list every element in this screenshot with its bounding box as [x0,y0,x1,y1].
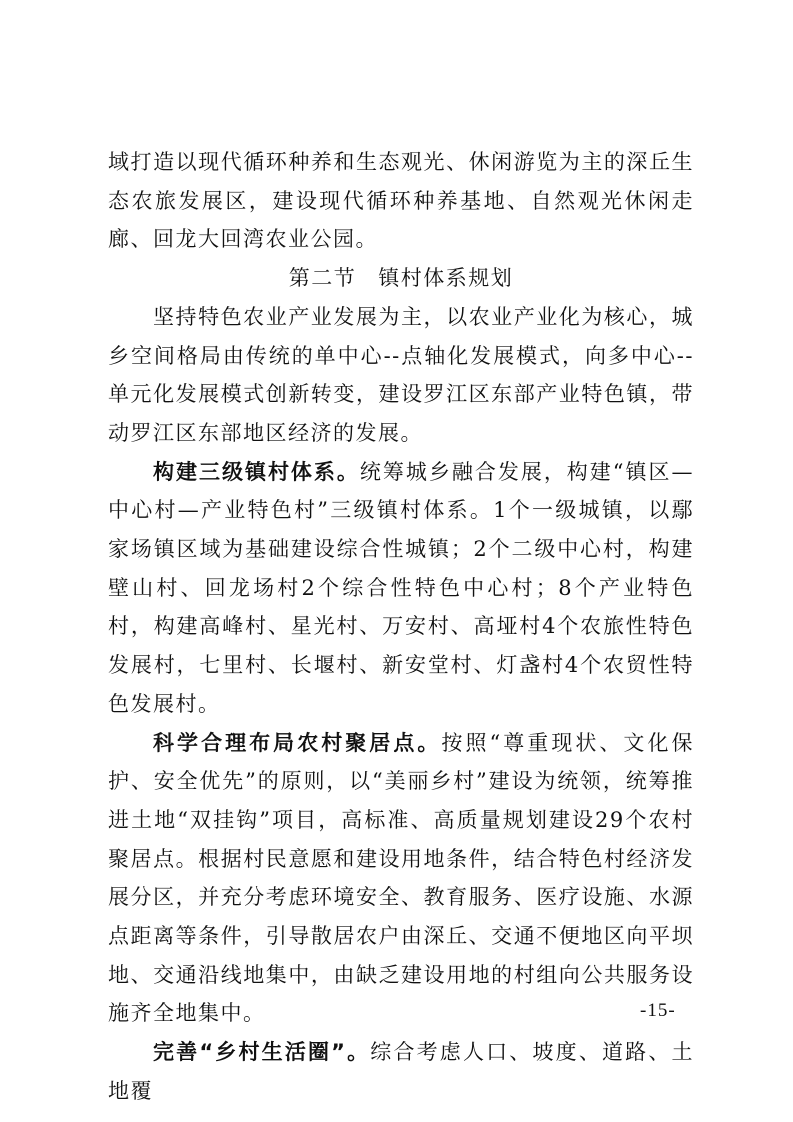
section-heading [108,259,694,298]
paragraph-lead: 科学合理布局农村聚居点。 [153,730,442,755]
paragraph-intro: 坚持特色农业产业发展为主，以农业产业化为核心，城乡空间格局由传统的单中心--点轴化发展模式，向多中心--单元化发展模式创新转变，建设罗江区东部产业特色镇，带动罗江区东部地区经济的发展。 [108,304,694,445]
paragraph-text: 统筹城乡融合发展，构建“镇区—中心村—产业特色村”三级镇村体系。1个一级城镇，以鄢家场镇区域为基础建设综合性城镇；2个二级中心村，构建壁山村、回龙场村2个综合性特色中心村；8个产业特色村，构建高峰村、星光村、万安村、高垭村4个农旅性特色发展村，七里村、长堰村、新安堂村、灯盏村4个农贸性特色发展村。 [108,459,694,716]
paragraph-text: 按照“尊重现状、文化保护、安全优先”的原则，以“美丽乡村”建设为统领，统筹推进土地“双挂钩”项目，高标准、高质量规划建设29个农村聚居点。根据村民意愿和建设用地条件，结合特色村经济发展分区，并充分考虑环境安全、教育服务、医疗设施、水源点距离等条件，引导散居农户由深丘、交通不便地区向平坝地、交通沿线地集中，由缺乏建设用地的村组向公共服务设施齐全地集中。 [108,730,694,1026]
body-text [108,143,694,1111]
paragraph-lead: 构建三级镇村体系。 [153,459,360,484]
section-title: 镇村体系规划 [378,266,514,291]
paragraph-text: 综合考虑人口、坡度、道路、土地覆 [108,1040,694,1103]
section-number: 第二节 [288,266,357,291]
paragraph-town-system [108,453,694,724]
paragraph-continued: 域打造以现代循环种养和生态观光、休闲游览为主的深丘生态农旅发展区，建设现代循环种养基地、自然观光休闲走廊、回龙大回湾农业公园。 [108,150,694,252]
paragraph-lead: 完善“乡村生活圈”。 [153,1040,371,1065]
paragraph-settlements [108,724,694,1034]
paragraph-life-circle [108,1033,694,1110]
page-number: -15- [640,1000,676,1021]
